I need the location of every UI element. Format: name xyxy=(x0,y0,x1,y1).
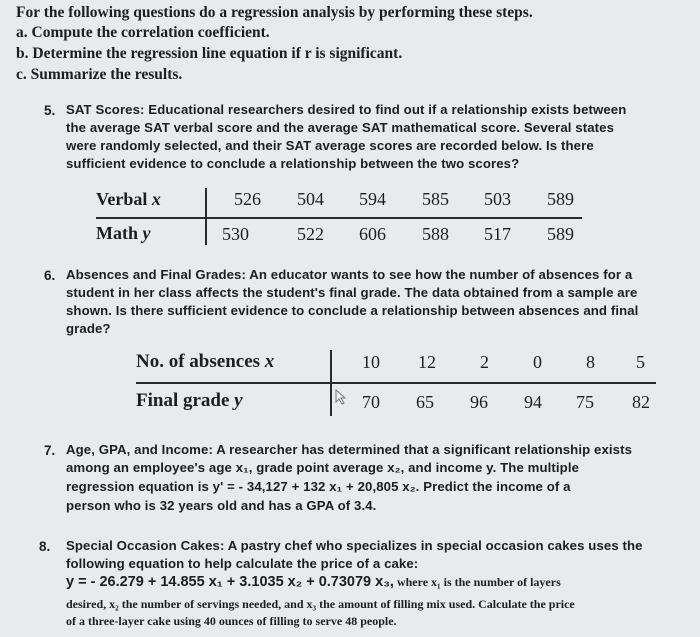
intro-heading: For the following questions do a regression analysis by performing these steps. xyxy=(16,4,533,21)
q6-grade-value: 82 xyxy=(632,392,650,412)
q5-verbal-value: 503 xyxy=(484,189,511,209)
q5-math-value: 589 xyxy=(547,224,574,244)
q6-grade-value: 75 xyxy=(576,392,594,412)
q5-line-2: the average SAT verbal score and the average SAT mathematical score. Several states xyxy=(66,120,615,135)
q6-absence-value: 12 xyxy=(418,352,436,372)
q5-verbal-value: 589 xyxy=(547,189,574,209)
q6-grade-value: 65 xyxy=(416,392,434,412)
q8-line-4: desired, x₂ the number of servings needed, and x₃ the amount of filling mix used. Calculate the price xyxy=(66,597,575,611)
q8-line-3 xyxy=(66,573,561,591)
q6-absence-value: 0 xyxy=(533,352,542,372)
q8-number: 8. xyxy=(39,539,51,554)
q6-number: 6. xyxy=(44,268,56,283)
q5-verbal-value: 526 xyxy=(234,189,261,209)
q5-verbal-value: 594 xyxy=(359,189,386,209)
q6-absence-value: 5 xyxy=(636,352,645,372)
q6-absence-value: 8 xyxy=(586,352,595,372)
q5-line-3: were randomly selected, and their SAT average scores are recorded below. Is there xyxy=(66,138,594,153)
q6-absence-value: 10 xyxy=(362,352,380,372)
q7-line-3: regression equation is y' = - 34,127 + 132 x₁ + 20,805 x₂. Predict the income of a xyxy=(66,479,571,494)
intro-step-c: c. Summarize the results. xyxy=(16,66,183,83)
q6-grade-value: 70 xyxy=(362,392,380,412)
q5-line-1: SAT Scores: Educational researchers desired to find out if a relationship exists between xyxy=(66,102,627,117)
q7-line-4: person who is 32 years old and has a GPA of 3.4. xyxy=(66,498,377,513)
q6-line-4: grade? xyxy=(66,321,111,336)
q6-grade-value: 96 xyxy=(470,392,488,412)
q5-row1-label: Verbal x xyxy=(96,189,161,209)
q5-math-value: 522 xyxy=(297,224,324,244)
cursor-arrow-icon xyxy=(334,389,348,405)
q5-math-value: 530 xyxy=(222,224,249,244)
q6-line-3: shown. Is there sufficient evidence to conclude a relationship between absences and final xyxy=(66,303,639,318)
q6-line-2: student in her class affects the student's final grade. The data obtained from a sample are xyxy=(66,285,638,300)
q6-absence-value: 2 xyxy=(480,352,489,372)
q7-number: 7. xyxy=(44,443,56,458)
q6-row1-label: No. of absences x xyxy=(136,351,275,372)
q5-table-horizontal-rule xyxy=(96,217,582,219)
q5-number: 5. xyxy=(44,103,56,118)
intro-step-a: a. Compute the correlation coefficient. xyxy=(16,24,270,41)
q8-line-2: following equation to help calculate the price of a cake: xyxy=(66,556,419,571)
q8-price-equation: y = - 26.279 + 14.855 x₁ + 3.1035 x₂ + 0.73079 x₃, xyxy=(66,574,394,590)
q6-table-horizontal-rule xyxy=(136,382,656,384)
q8-line-3-tail: where x₁ is the number of layers xyxy=(393,575,561,589)
q8-line-1: Special Occasion Cakes: A pastry chef who specializes in special occasion cakes uses the xyxy=(66,538,643,553)
q5-line-4: sufficient evidence to conclude a relationship between the two scores? xyxy=(66,156,520,171)
q5-verbal-value: 585 xyxy=(422,189,449,209)
q5-row2-label: Math y xyxy=(96,223,151,243)
q5-math-value: 517 xyxy=(484,224,511,244)
q6-row2-label: Final grade y xyxy=(136,390,243,411)
q7-line-2: among an employee's age x₁, grade point average x₂, and income y. The multiple xyxy=(66,460,580,475)
q5-math-value: 606 xyxy=(359,224,386,244)
q7-line-1: Age, GPA, and Income: A researcher has determined that a significant relationship exists xyxy=(66,442,633,457)
q5-verbal-value: 504 xyxy=(297,189,324,209)
q8-line-5: of a three-layer cake using 40 ounces of filling to serve 48 people. xyxy=(66,614,397,628)
q6-grade-value: 94 xyxy=(524,392,542,412)
q5-math-value: 588 xyxy=(422,224,449,244)
intro-step-b: b. Determine the regression line equation if r is significant. xyxy=(16,45,403,62)
q6-line-1: Absences and Final Grades: An educator wants to see how the number of absences for a xyxy=(66,267,633,282)
